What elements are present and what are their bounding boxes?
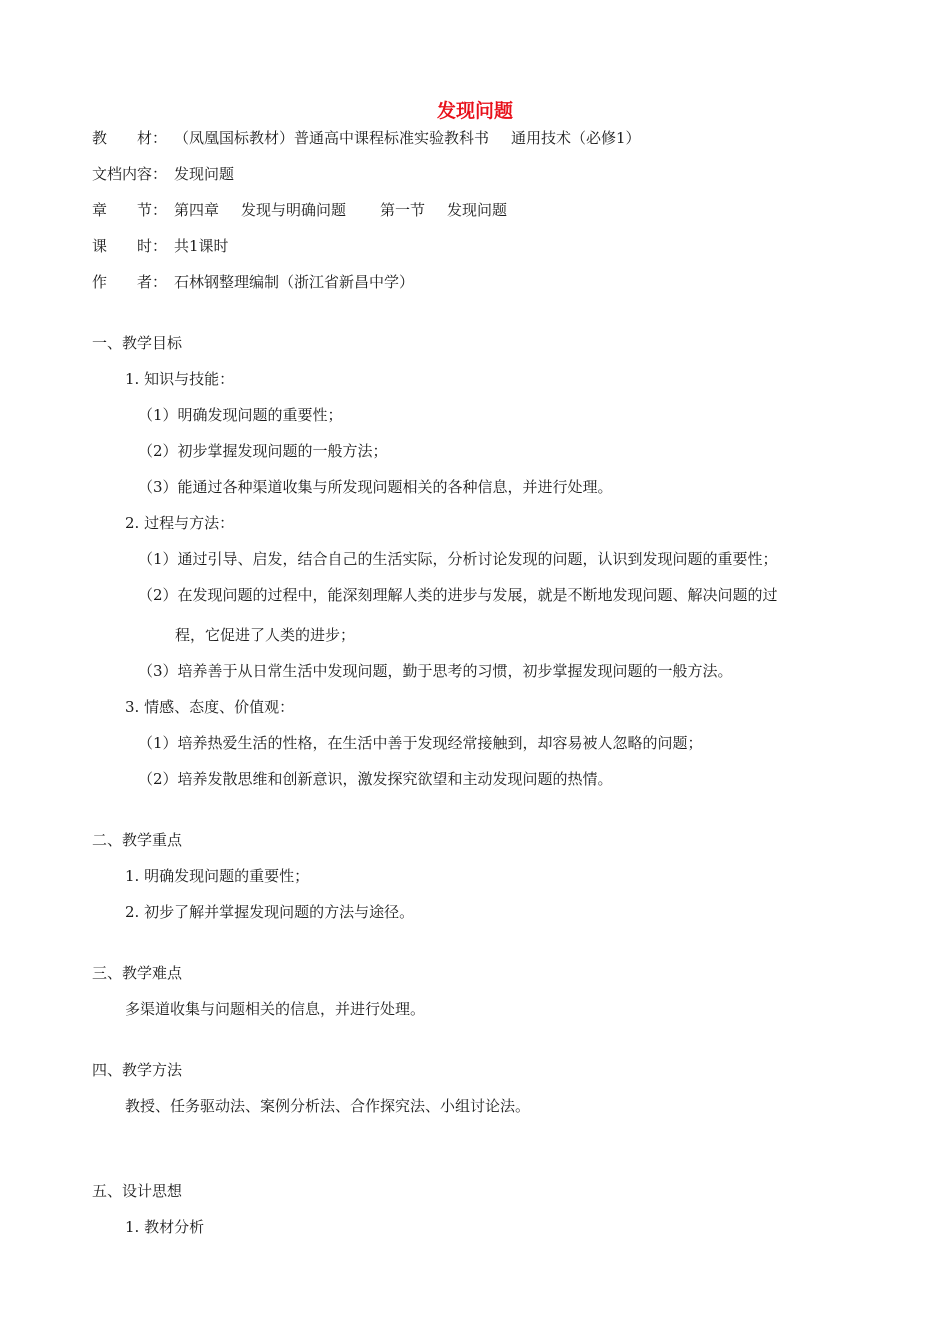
list-item: （2）培养发散思维和创新意识，激发探究欲望和主动发现问题的热情。 xyxy=(138,770,613,788)
meta-value: （凤凰国标教材）普通高中课程标准实验教科书 xyxy=(174,129,490,147)
meta-value: 第一节 xyxy=(380,201,426,219)
meta-value: 发现与明确问题 xyxy=(241,201,347,219)
section-text: 教授、任务驱动法、案例分析法、合作探究法、小组讨论法。 xyxy=(125,1097,531,1115)
list-item: （2）在发现问题的过程中，能深刻理解人类的进步与发展，就是不断地发现问题、解决问题的过 xyxy=(138,586,778,604)
list-item: 2. 初步了解并掌握发现问题的方法与途径。 xyxy=(125,903,415,921)
meta-value: 通用技术（必修1） xyxy=(511,129,641,147)
meta-value: 第四章 xyxy=(174,201,220,219)
section-heading: 五、设计思想 xyxy=(92,1182,183,1200)
meta-value: 发现问题 xyxy=(447,201,508,219)
section-heading: 一、教学目标 xyxy=(92,334,183,352)
section-text: 多渠道收集与问题相关的信息，并进行处理。 xyxy=(125,1000,426,1018)
meta-content xyxy=(92,164,234,184)
list-item: （2）初步掌握发现问题的一般方法； xyxy=(138,442,388,460)
meta-value: 发现问题 xyxy=(174,165,235,183)
list-item: （1）通过引导、启发，结合自己的生活实际，分析讨论发现的问题，认识到发现问题的重要性； xyxy=(138,550,778,568)
meta-author xyxy=(92,272,414,292)
subsection-title: 1. 知识与技能： xyxy=(125,370,235,388)
meta-hours xyxy=(92,236,229,256)
list-item: （3）能通过各种渠道收集与所发现问题相关的各种信息，并进行处理。 xyxy=(138,478,613,496)
list-item: （1）培养热爱生活的性格，在生活中善于发现经常接触到，却容易被人忽略的问题； xyxy=(138,734,703,752)
meta-value: 共1课时 xyxy=(174,237,229,255)
list-item: 1. 明确发现问题的重要性； xyxy=(125,867,310,885)
meta-textbook xyxy=(92,128,641,148)
section-heading: 四、教学方法 xyxy=(92,1061,183,1079)
meta-label: 章 节： xyxy=(92,201,168,219)
meta-value: 石林钢整理编制（浙江省新昌中学） xyxy=(174,273,415,291)
section-heading: 二、教学重点 xyxy=(92,831,183,849)
document-title: 发现问题 xyxy=(436,100,513,122)
meta-label: 课 时： xyxy=(92,237,168,255)
section-heading: 三、教学难点 xyxy=(92,964,183,982)
meta-label: 教 材： xyxy=(92,129,168,147)
meta-chapter xyxy=(92,200,507,220)
list-item: （3）培养善于从日常生活中发现问题，勤于思考的习惯，初步掌握发现问题的一般方法。 xyxy=(138,662,733,680)
subsection-title: 1. 教材分析 xyxy=(125,1218,205,1236)
list-item: （1）明确发现问题的重要性； xyxy=(138,406,343,424)
meta-label: 作 者： xyxy=(92,273,168,291)
meta-label: 文档内容： xyxy=(92,165,168,183)
subsection-title: 3. 情感、态度、价值观： xyxy=(125,698,295,716)
subsection-title: 2. 过程与方法： xyxy=(125,514,235,532)
list-item-continuation: 程，它促进了人类的进步； xyxy=(175,626,356,644)
